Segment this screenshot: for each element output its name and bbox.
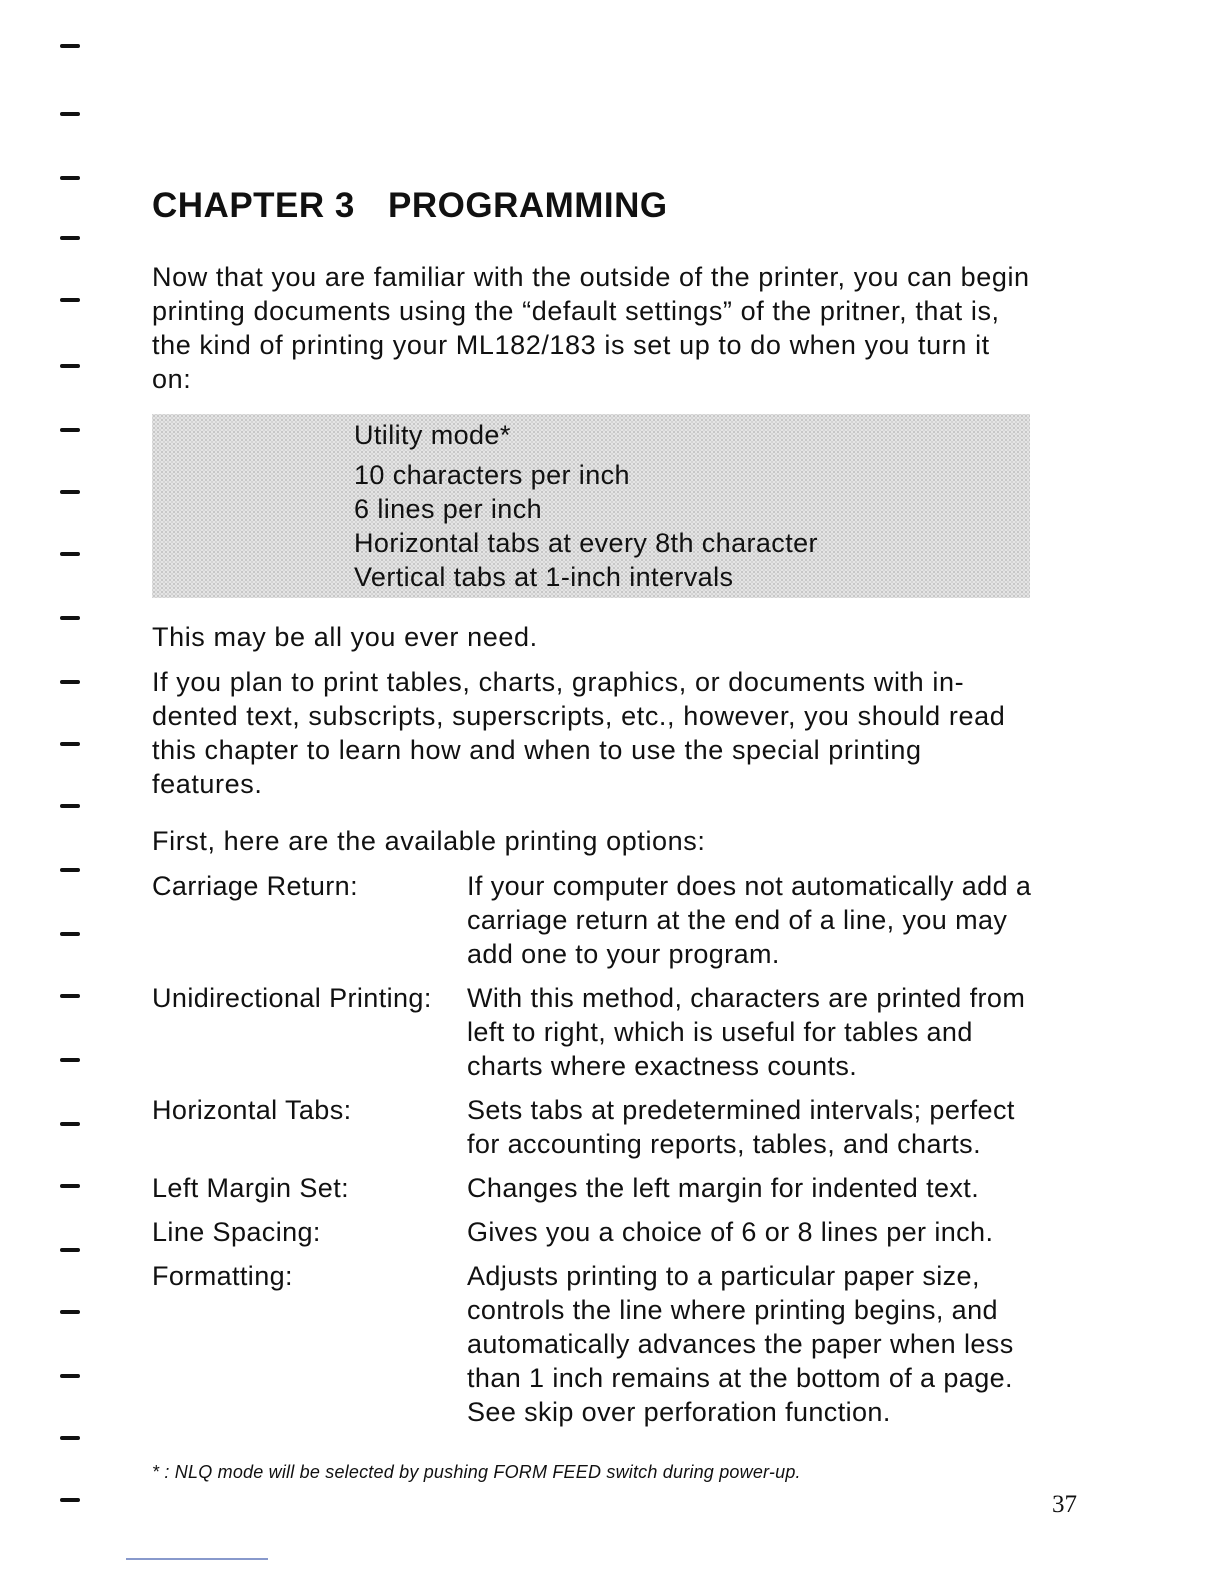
option-label: Left Margin Set: — [152, 1173, 349, 1203]
binding-mark — [60, 1248, 80, 1252]
option-description: Changes the left margin for indented text. — [467, 1173, 980, 1203]
binding-mark — [60, 1310, 80, 1314]
binding-mark — [60, 1122, 80, 1126]
binding-mark — [60, 364, 80, 368]
binding-mark — [60, 1058, 80, 1062]
option-row — [152, 869, 1032, 971]
option-row — [152, 1259, 1032, 1429]
chapter-number: CHAPTER 3 — [152, 186, 355, 225]
option-label: Formatting: — [152, 1261, 293, 1291]
binding-mark — [60, 1498, 80, 1502]
default-setting-item: Vertical tabs at 1-inch intervals — [354, 562, 734, 592]
default-setting-item: 6 lines per inch — [354, 494, 543, 524]
option-row — [152, 1171, 1032, 1205]
intro-paragraph: Now that you are familiar with the outside of the printer, you can begin printing documents using the “default settings” of the pritner, that is, the kind of printing your ML182/183 is set up to do when you turn it on: — [152, 262, 1030, 394]
binding-mark — [60, 616, 80, 620]
binding-mark — [60, 1374, 80, 1378]
binding-mark — [60, 236, 80, 240]
binding-mark — [60, 932, 80, 936]
plan-paragraph: If you plan to print tables, charts, graphics, or documents with in-dented text, subscripts, superscripts, etc., however, you should read this chapter to learn how and when to use the special printing features. — [152, 667, 1006, 799]
printing-options-list — [152, 869, 1032, 1439]
binding-mark — [60, 868, 80, 872]
option-description: Gives you a choice of 6 or 8 lines per inch. — [467, 1217, 994, 1247]
default-settings-list — [354, 418, 818, 594]
option-label: Unidirectional Printing: — [152, 983, 432, 1013]
binding-mark — [60, 44, 80, 48]
default-setting-item: Utility mode* — [354, 420, 511, 450]
option-row — [152, 1093, 1032, 1161]
option-description: If your computer does not automatically add a carriage return at the end of a line, you may add one to your program. — [467, 871, 1032, 969]
binding-mark — [60, 742, 80, 746]
option-label: Line Spacing: — [152, 1217, 321, 1247]
binding-mark — [60, 804, 80, 808]
option-row — [152, 1215, 1032, 1249]
binding-mark — [60, 994, 80, 998]
page-number: 37 — [1052, 1491, 1077, 1518]
option-description: Sets tabs at predetermined intervals; perfect for accounting reports, tables, and charts. — [467, 1095, 1015, 1159]
binding-mark — [60, 176, 80, 180]
option-label: Horizontal Tabs: — [152, 1095, 352, 1125]
chapter-heading — [152, 186, 668, 226]
binding-mark — [60, 428, 80, 432]
binding-mark — [60, 112, 80, 116]
default-setting-item: Horizontal tabs at every 8th character — [354, 528, 818, 558]
binding-mark — [60, 490, 80, 494]
options-intro: First, here are the available printing options: — [152, 826, 706, 856]
chapter-title: PROGRAMMING — [388, 186, 668, 225]
need-paragraph: This may be all you ever need. — [152, 622, 538, 652]
option-row — [152, 981, 1032, 1083]
option-label: Carriage Return: — [152, 871, 358, 901]
binding-mark — [60, 552, 80, 556]
binding-mark — [60, 1184, 80, 1188]
option-description: Adjusts printing to a particular paper size, controls the line where printing begins, and automatically advances the paper when less than 1 inch remains at the bottom of a page. See skip over perforation function. — [467, 1261, 1014, 1427]
binding-mark — [60, 298, 80, 302]
bottom-rule — [126, 1558, 268, 1560]
binding-mark — [60, 680, 80, 684]
binding-marks — [60, 0, 110, 1584]
default-setting-item: 10 characters per inch — [354, 460, 630, 490]
footnote: * : NLQ mode will be selected by pushing FORM FEED switch during power-up. — [152, 1462, 801, 1482]
binding-mark — [60, 1436, 80, 1440]
option-description: With this method, characters are printed from left to right, which is useful for tables and charts where exactness counts. — [467, 983, 1026, 1081]
